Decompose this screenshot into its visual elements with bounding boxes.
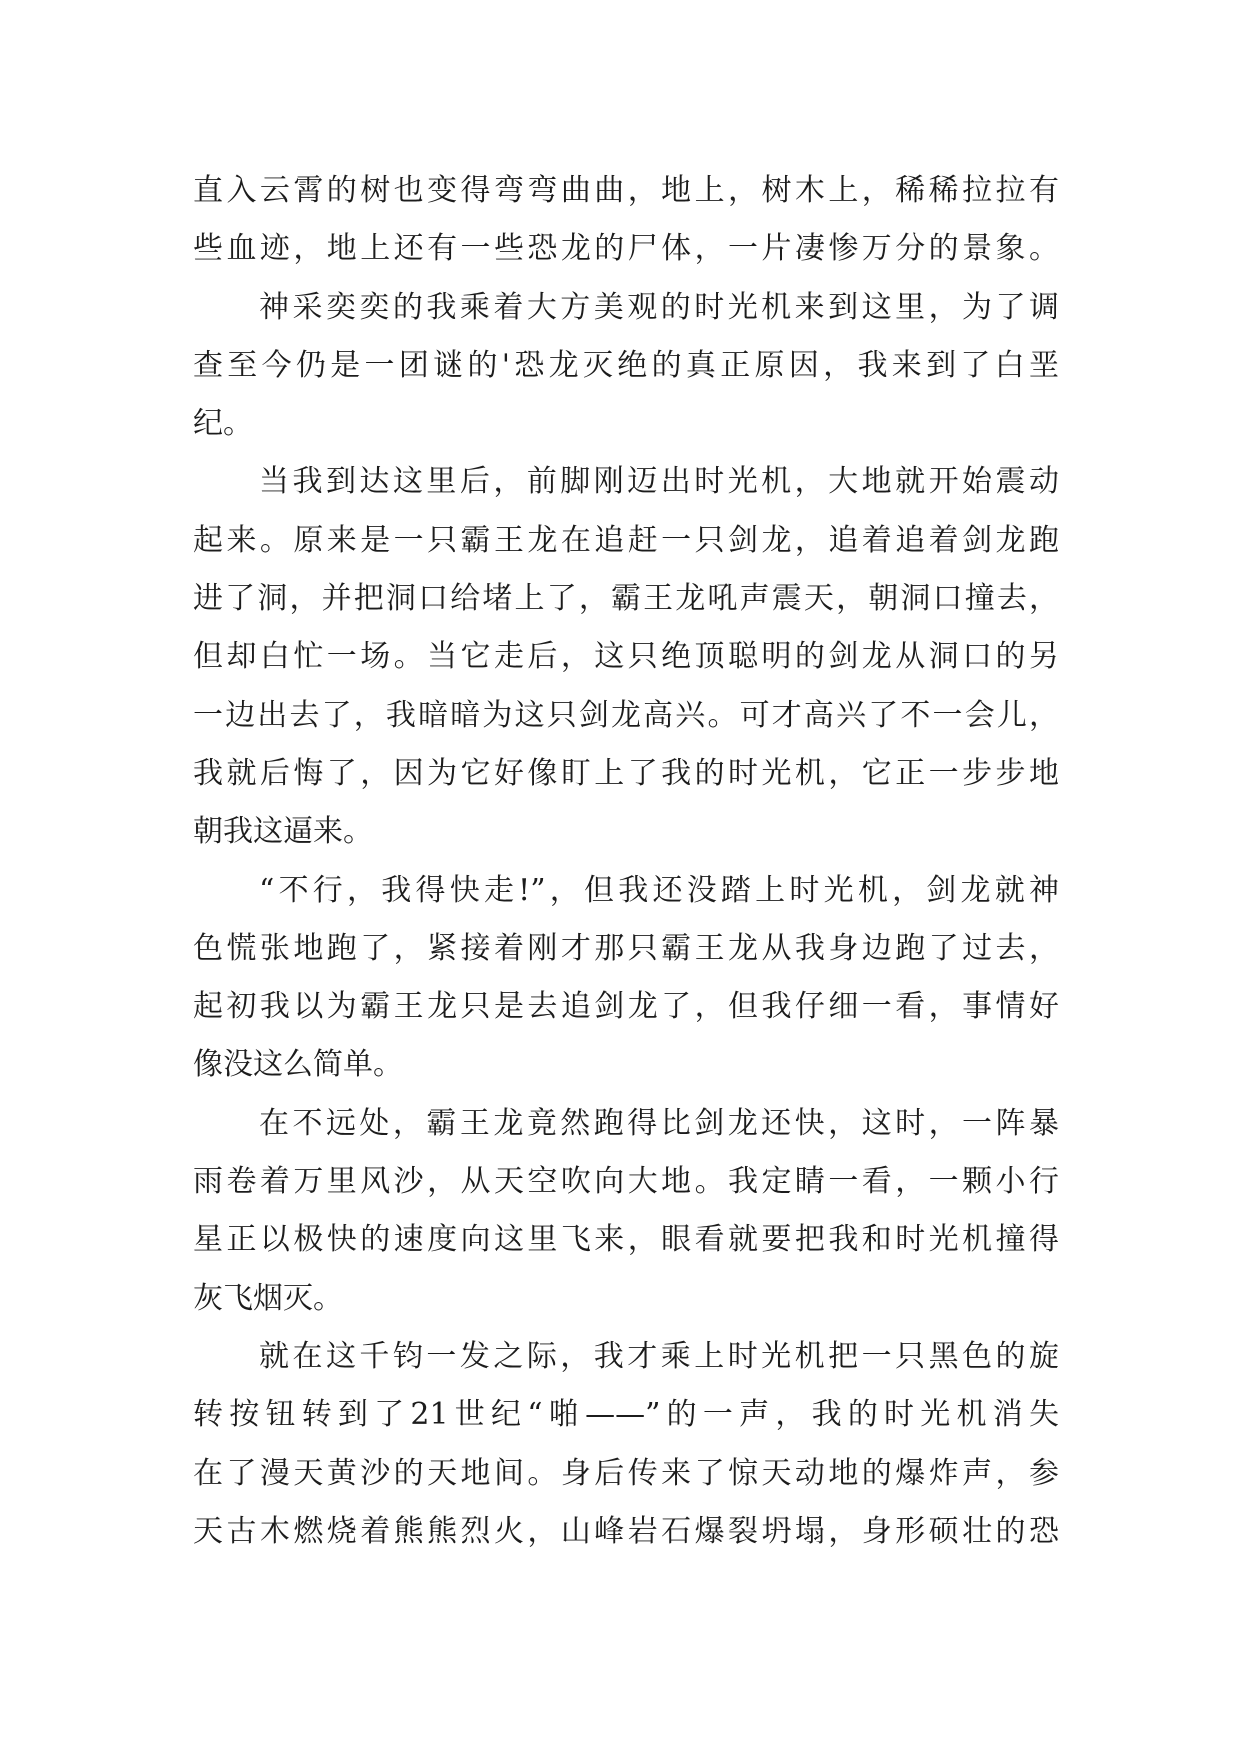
text-line: 我就后悔了，因为它好像盯上了我的时光机，它正一步步地 xyxy=(193,755,1059,791)
text-line: 一边出去了，我暗暗为这只剑龙高兴。可才高兴了不一会儿， xyxy=(193,697,1059,733)
text-line: 但却白忙一场。当它走后，这只绝顶聪明的剑龙从洞口的另 xyxy=(193,639,1059,675)
text-line: “不行，我得快走!”，但我还没踏上时光机，剑龙就神 xyxy=(259,872,1059,908)
text-line: 进了洞，并把洞口给堵上了，霸王龙吼声震天，朝洞口撞去， xyxy=(193,581,1059,617)
paragraph xyxy=(193,279,1059,454)
text-line: 起初我以为霸王龙只是去追剑龙了，但我仔细一看，事情好 xyxy=(193,989,1059,1025)
paragraph xyxy=(193,862,1059,1095)
text-line: 些血迹，地上还有一些恐龙的尸体，一片凄惨万分的景象。 xyxy=(193,231,1059,267)
paragraph xyxy=(193,1095,1059,1328)
text-line: 星正以极快的速度向这里飞来，眼看就要把我和时光机撞得 xyxy=(193,1222,1059,1258)
paragraph xyxy=(193,453,1059,861)
text-line: 起来。原来是一只霸王龙在追赶一只剑龙，追着追着剑龙跑 xyxy=(193,522,1059,558)
paragraph xyxy=(193,162,1059,279)
text-line: 当我到达这里后，前脚刚迈出时光机，大地就开始震动 xyxy=(259,464,1059,500)
text-line: 就在这千钧一发之际，我才乘上时光机把一只黑色的旋 xyxy=(259,1338,1059,1374)
text-line: 朝我这逼来。 xyxy=(193,814,373,850)
text-line: 在不远处，霸王龙竟然跑得比剑龙还快，这时，一阵暴 xyxy=(259,1105,1059,1141)
text-line: 直入云霄的树也变得弯弯曲曲，地上，树木上，稀稀拉拉有 xyxy=(193,173,1059,208)
text-line: 天古木燃烧着熊熊烈火，山峰岩石爆裂坍塌，身形硕壮的恐 xyxy=(193,1513,1059,1549)
document-body xyxy=(193,162,1059,1561)
paragraph xyxy=(193,1328,1059,1561)
text-line: 灰飞烟灭。 xyxy=(193,1280,343,1316)
text-line: 在了漫天黄沙的天地间。身后传来了惊天动地的爆炸声，参 xyxy=(193,1455,1059,1491)
text-line: 色慌张地跑了，紧接着刚才那只霸王龙从我身边跑了过去， xyxy=(193,930,1059,966)
text-line: 雨卷着万里风沙，从天空吹向大地。我定睛一看，一颗小行 xyxy=(193,1164,1059,1200)
text-line: 纪。 xyxy=(193,406,253,442)
text-line: 转按钮转到了21世纪“啪——”的一声，我的时光机消失 xyxy=(193,1397,1059,1433)
text-line: 查至今仍是一团谜的'恐龙灭绝的真正原因，我来到了白垩 xyxy=(193,347,1059,383)
text-line: 神采奕奕的我乘着大方美观的时光机来到这里，为了调 xyxy=(259,289,1059,325)
text-line: 像没这么简单。 xyxy=(193,1047,403,1083)
